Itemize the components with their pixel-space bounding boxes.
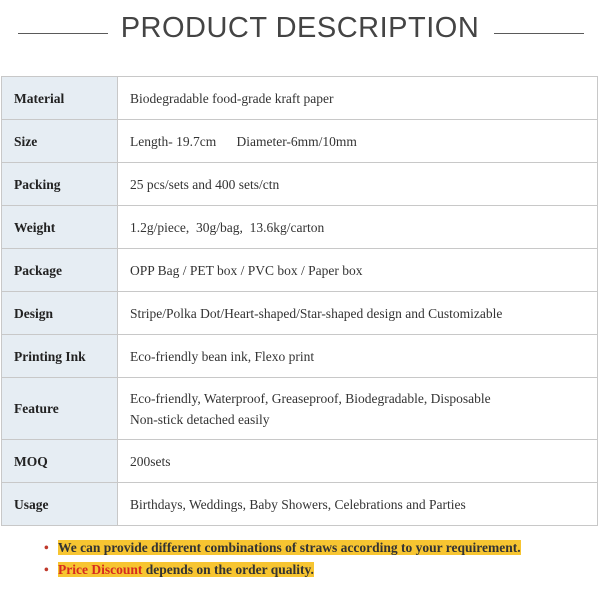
price-discount-label: Price Discount	[58, 562, 143, 577]
table-row	[2, 206, 598, 249]
value-line: OPP Bag / PET box / PVC box / Paper box	[130, 262, 363, 278]
note-discount-text: depends on the order quality.	[142, 562, 314, 577]
value-line: Eco-friendly bean ink, Flexo print	[130, 348, 315, 364]
row-value-feature	[118, 378, 598, 440]
value-line: Stripe/Polka Dot/Heart-shaped/Star-shaped design and Customizable	[130, 305, 503, 321]
note-item	[44, 537, 521, 559]
value-line: Length- 19.7cm Diameter-6mm/10mm	[130, 133, 357, 149]
row-label-packing: Packing	[2, 163, 118, 206]
header-divider-right	[494, 33, 584, 34]
row-label-weight: Weight	[2, 206, 118, 249]
row-value-weight	[118, 206, 598, 249]
value-line: Biodegradable food-grade kraft paper	[130, 90, 334, 106]
table-row	[2, 378, 598, 440]
value-line: 1.2g/piece, 30g/bag, 13.6kg/carton	[130, 219, 325, 235]
row-label-feature: Feature	[2, 378, 118, 440]
row-value-size	[118, 120, 598, 163]
notes-list	[44, 537, 521, 581]
table-row	[2, 249, 598, 292]
row-label-size: Size	[2, 120, 118, 163]
row-label-usage: Usage	[2, 483, 118, 526]
row-label-design: Design	[2, 292, 118, 335]
row-label-printing-ink: Printing Ink	[2, 335, 118, 378]
table-row	[2, 483, 598, 526]
value-line: Birthdays, Weddings, Baby Showers, Celebrations and Parties	[130, 496, 466, 512]
table-row	[2, 120, 598, 163]
table-row	[2, 335, 598, 378]
table-row	[2, 292, 598, 335]
row-value-usage	[118, 483, 598, 526]
page-header	[0, 0, 600, 70]
row-label-material: Material	[2, 77, 118, 120]
bullet-icon: •	[44, 562, 49, 577]
row-label-moq: MOQ	[2, 440, 118, 483]
row-value-material	[118, 77, 598, 120]
note-combinations-text: We can provide different combinations of straws according to your requirement.	[58, 540, 521, 555]
bullet-icon: •	[44, 540, 49, 555]
row-value-design	[118, 292, 598, 335]
row-value-moq	[118, 440, 598, 483]
row-label-package: Package	[2, 249, 118, 292]
spec-table	[1, 76, 598, 526]
table-row	[2, 77, 598, 120]
page-title: PRODUCT DESCRIPTION	[120, 12, 480, 44]
note-discount-highlight	[58, 562, 314, 577]
value-line: 25 pcs/sets and 400 sets/ctn	[130, 176, 280, 192]
row-value-packing	[118, 163, 598, 206]
note-item	[44, 559, 521, 581]
value-line: 200sets	[130, 453, 171, 469]
value-line: Non-stick detached easily	[130, 411, 270, 427]
table-row	[2, 440, 598, 483]
row-value-package	[118, 249, 598, 292]
table-row	[2, 163, 598, 206]
value-line: Eco-friendly, Waterproof, Greaseproof, Biodegradable, Disposable	[130, 390, 491, 406]
row-value-printing-ink	[118, 335, 598, 378]
